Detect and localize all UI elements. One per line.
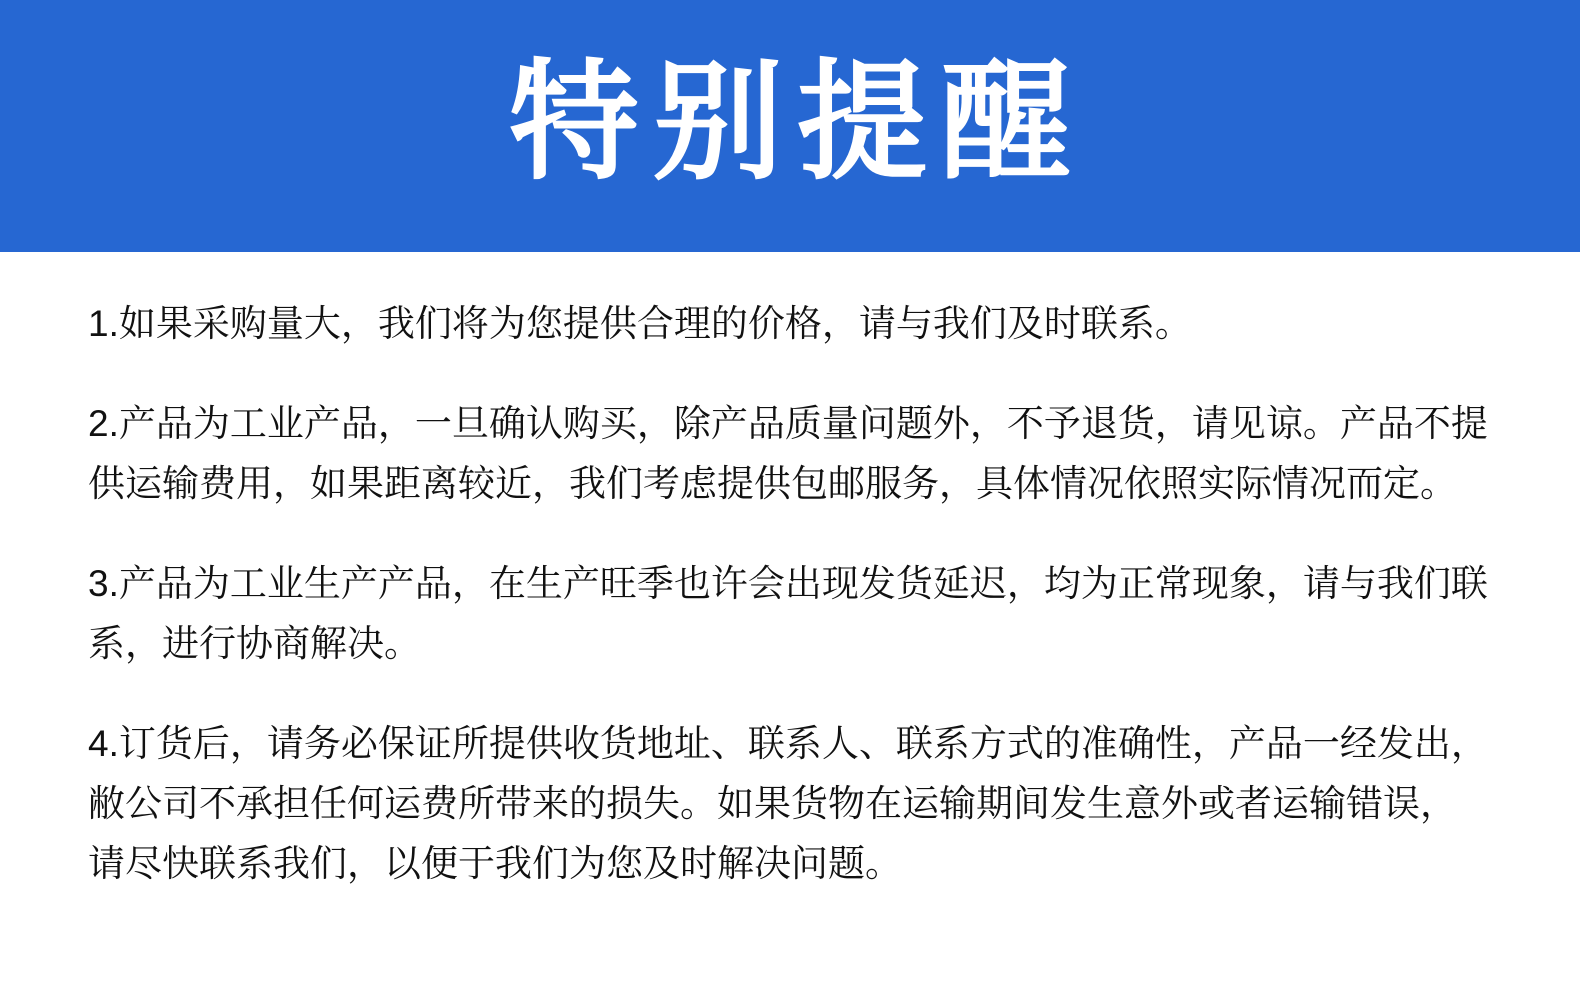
notice-paragraph-4: 4.订货后，请务必保证所提供收货地址、联系人、联系方式的准确性，产品一经发出，敝公司不承担任何运费所带来的损失。如果货物在运输期间发生意外或者运输错误，请尽快联系我们，以便于我们为您及时解决问题。 bbox=[88, 722, 1488, 884]
notice-paragraph-3: 3.产品为工业生产产品，在生产旺季也许会出现发货延迟，均为正常现象，请与我们联系，进行协商解决。 bbox=[88, 562, 1488, 664]
page-title: 特别提醒 bbox=[508, 49, 1085, 195]
notice-paragraph-2: 2.产品为工业产品，一旦确认购买，除产品质量问题外，不予退货，请见谅。产品不提供运输费用，如果距离较近，我们考虑提供包邮服务，具体情况依照实际情况而定。 bbox=[88, 402, 1488, 504]
notice-banner bbox=[0, 0, 1580, 252]
notice-content bbox=[0, 252, 1580, 894]
notice-paragraph-1: 1.如果采购量大，我们将为您提供合理的价格，请与我们及时联系。 bbox=[88, 303, 1192, 344]
